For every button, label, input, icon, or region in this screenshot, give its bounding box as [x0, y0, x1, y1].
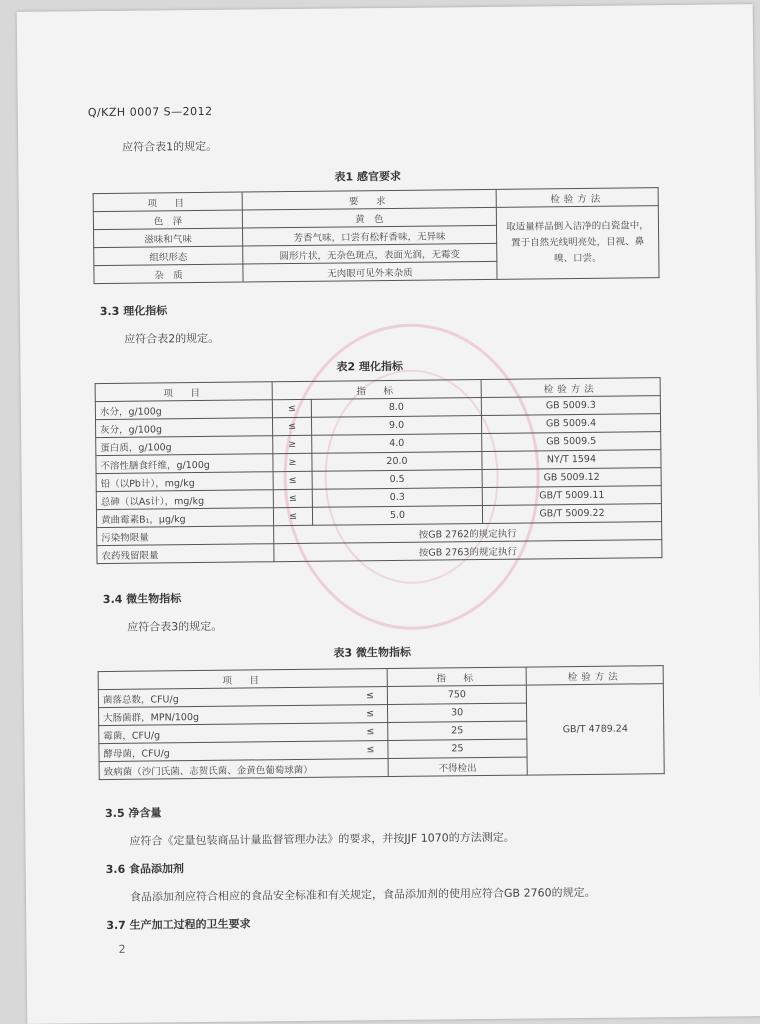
table-cell: 组织形态 [94, 246, 243, 266]
table-cell: GB 5009.12 [482, 468, 661, 488]
table-cell: 4.0 [312, 434, 482, 454]
table-cell: 杂 质 [94, 264, 243, 284]
table-cell: 铅（以Pb计），mg/kg [96, 472, 273, 492]
section-3-4-text: 应符合表3的规定。 [127, 619, 223, 634]
table-cell: 蛋白质，g/100g [96, 436, 273, 456]
table-cell: 30 [387, 703, 526, 722]
table-cell: 不溶性膳食纤维，g/100g [96, 454, 273, 474]
table-cell: 5.0 [312, 506, 482, 526]
table-cell: 0.3 [312, 488, 482, 508]
page-number: 2 [118, 942, 126, 956]
table-cell: 水分，g/100g [95, 400, 272, 420]
table-cell: 按GB 2763的规定执行 [274, 540, 662, 562]
table3-microbiological [98, 665, 665, 780]
table-cell: ≤ [353, 741, 388, 759]
section-3-3-text: 应符合表2的规定。 [124, 331, 220, 346]
table-cell: 霉菌，CFU/g [99, 723, 354, 744]
table-cell: GB 5009.3 [481, 396, 660, 416]
table3-method-cell: GB/T 4789.24 [526, 684, 664, 775]
table-cell: 农药残留限量 [97, 544, 274, 564]
table-cell: ≤ [273, 507, 312, 525]
table-cell: 大肠菌群，MPN/100g [99, 705, 354, 726]
intro-text: 应符合表1的规定。 [122, 139, 218, 154]
table-header: 指 标 [272, 380, 481, 400]
table-cell: ≤ [273, 471, 312, 489]
table3-caption: 表3 微生物指标 [333, 645, 412, 660]
table-cell: GB 5009.4 [481, 414, 660, 434]
table-cell [354, 759, 389, 777]
table-cell: 芳香气味，口尝有松籽香味，无异味 [242, 225, 496, 246]
table1-sensory [93, 187, 660, 284]
table-cell: ≤ [272, 417, 311, 435]
table-cell: 污染物限量 [97, 526, 274, 546]
table-cell: 无肉眼可见外来杂质 [243, 261, 497, 282]
table-cell: 菌落总数，CFU/g [98, 687, 353, 708]
table-cell: GB/T 5009.11 [482, 486, 661, 506]
table-cell: 总砷（以As计），mg/kg [96, 490, 273, 510]
table-cell: 20.0 [312, 452, 482, 472]
table-cell: 8.0 [311, 398, 481, 418]
table-header: 检验方法 [481, 378, 660, 398]
table-cell: ≤ [353, 723, 388, 741]
table-header: 检验方法 [526, 666, 663, 685]
table-cell: 滋味和气味 [94, 228, 243, 248]
table-cell: 25 [388, 739, 527, 758]
table-cell: 色 泽 [93, 210, 242, 230]
table-cell: 致病菌（沙门氏菌、志贺氏菌、金黄色葡萄球菌） [99, 759, 354, 780]
section-3-6-title: 3.6 食品添加剂 [105, 862, 185, 876]
table-cell: 圆形片状，无杂色斑点，表面光润，无霉变 [243, 243, 497, 264]
table-cell: 不得检出 [388, 757, 527, 776]
table2-caption: 表2 理化指标 [336, 359, 404, 374]
table-cell: ≤ [353, 705, 388, 723]
table1-method-cell: 取适量样品倒入洁净的白瓷盘中，置于自然光线明亮处，目视、鼻嗅、口尝。 [496, 206, 659, 280]
section-3-4-title: 3.4 微生物指标 [102, 592, 182, 607]
table-header: 项 目 [93, 192, 242, 212]
table-header: 检验方法 [496, 188, 658, 208]
table-cell: ≤ [273, 489, 312, 507]
table2-physicochemical [95, 377, 663, 564]
table-cell: GB 5009.5 [482, 432, 661, 452]
table-cell: 25 [388, 721, 527, 740]
table-cell: 灰分，g/100g [95, 418, 272, 438]
section-3-5-text: 应符合《定量包装商品计量监督管理办法》的要求，并按JJF 1070的方法测定。 [129, 830, 515, 848]
table1-caption: 表1 感官要求 [334, 169, 402, 184]
table-header: 要 求 [242, 189, 496, 210]
table-cell: 750 [387, 685, 526, 704]
section-3-5-title: 3.5 净含量 [105, 806, 162, 820]
table-header: 项 目 [98, 669, 387, 690]
table-cell: ≤ [353, 687, 388, 705]
section-3-6-text: 食品添加剂应符合相应的食品安全标准和有关规定，食品添加剂的使用应符合GB 2760的规定。 [129, 885, 596, 904]
table-cell: 0.5 [312, 470, 482, 490]
table-cell: 黄曲霉素B₁，μg/kg [96, 508, 273, 528]
standard-number: Q/KZH 0007 S—2012 [87, 104, 213, 120]
table-cell: NY/T 1594 [482, 450, 661, 470]
table-cell: 黄 色 [242, 207, 496, 228]
table-header: 项 目 [95, 382, 272, 402]
table-cell: 酵母菌，CFU/g [99, 741, 354, 762]
document-page [17, 4, 760, 1024]
section-3-7-title: 3.7 生产加工过程的卫生要求 [106, 917, 251, 932]
table-cell: 9.0 [311, 416, 481, 436]
section-3-3-title: 3.3 理化指标 [99, 304, 168, 319]
table-cell: 按GB 2762的规定执行 [274, 522, 662, 544]
table-cell: ≥ [273, 435, 312, 453]
table-cell: GB/T 5009.22 [482, 504, 661, 524]
table-cell: ≥ [273, 453, 312, 471]
table-header: 指 标 [387, 667, 526, 686]
table-cell: ≤ [272, 399, 311, 417]
